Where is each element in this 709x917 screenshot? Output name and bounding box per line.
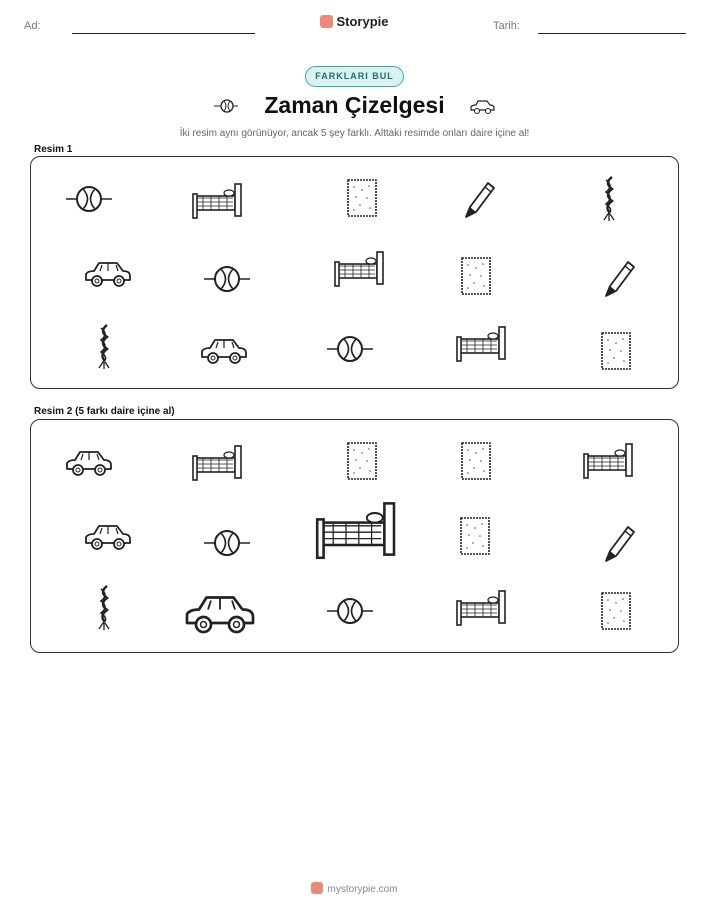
name-label: Ad:: [24, 20, 41, 32]
instructions: İki resim aynı görünüyor, ancak 5 şey farklı. Alttaki resimde onları daire içine al!: [179, 128, 530, 139]
storypie-logo-icon: [320, 15, 333, 28]
paper-icon: [460, 256, 492, 296]
bed-icon[interactable]: [582, 440, 638, 480]
car-icon[interactable]: [63, 445, 115, 479]
footer: [0, 882, 709, 895]
car-icon[interactable]: [82, 519, 134, 553]
car-icon[interactable]: [181, 587, 259, 638]
bed-icon[interactable]: [191, 442, 247, 482]
date-line[interactable]: [538, 33, 686, 34]
bed-icon[interactable]: [314, 497, 404, 561]
rope-icon: [596, 174, 620, 222]
storypie-footer-icon: [311, 882, 323, 894]
ball-icon: [64, 184, 114, 214]
paper-icon: [346, 178, 378, 218]
ball-icon[interactable]: [202, 528, 252, 558]
paper-icon[interactable]: [346, 441, 378, 481]
car-icon: [82, 256, 134, 290]
car-title-icon: [468, 96, 496, 116]
activity-badge: FARKLARI BUL: [305, 66, 404, 87]
picture1-label: Resim 1: [34, 144, 73, 155]
paper-icon[interactable]: [600, 591, 632, 631]
bed-icon: [455, 323, 511, 363]
rope-icon[interactable]: [91, 583, 115, 631]
footer-url: mystorypie.com: [327, 884, 398, 895]
pencil-icon[interactable]: [598, 521, 638, 565]
brand-name: Storypie: [336, 14, 389, 29]
date-label: Tarih:: [493, 20, 520, 32]
name-line[interactable]: [72, 33, 255, 34]
picture1-panel: [30, 156, 679, 389]
paper-icon[interactable]: [460, 441, 492, 481]
ball-icon: [325, 334, 375, 364]
picture2-panel[interactable]: [30, 419, 679, 653]
pencil-icon: [598, 256, 638, 300]
rope-icon: [91, 322, 115, 370]
paper-icon: [600, 331, 632, 371]
bed-icon: [191, 180, 247, 220]
ball-icon[interactable]: [325, 596, 375, 626]
pencil-icon: [458, 177, 498, 221]
brand: [0, 14, 709, 29]
car-icon: [198, 333, 250, 367]
page-title: Zaman Çizelgesi: [264, 92, 445, 118]
picture2-label: Resim 2 (5 farkı daire içine al): [34, 406, 175, 417]
ball-icon: [202, 264, 252, 294]
paper-icon[interactable]: [459, 516, 491, 556]
bed-icon: [333, 248, 389, 288]
bed-icon[interactable]: [455, 587, 511, 627]
